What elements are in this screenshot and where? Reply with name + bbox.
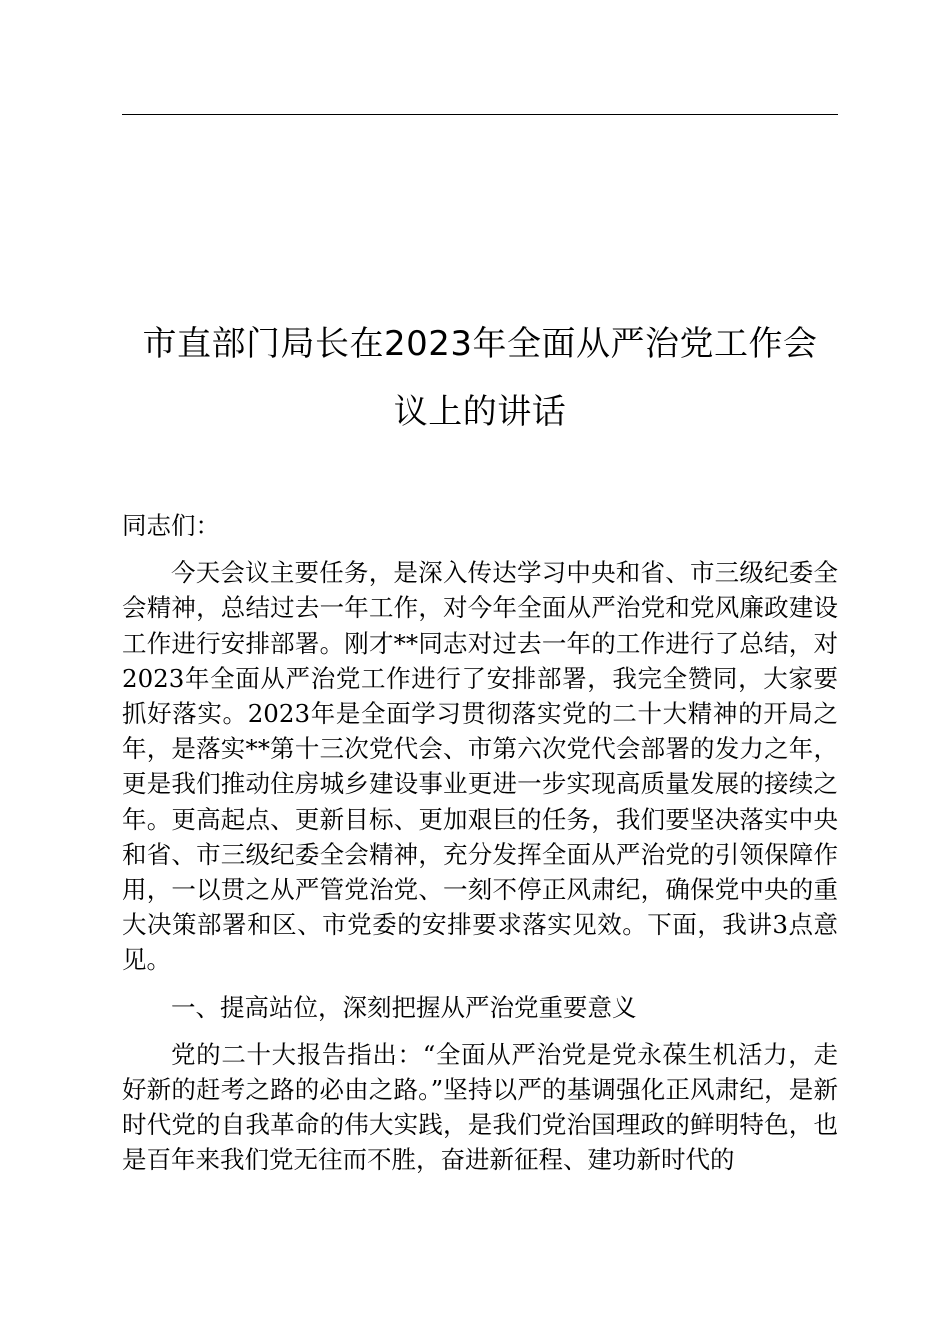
header-rule <box>122 114 838 115</box>
title-line-2: 议上的讲话 <box>393 392 567 432</box>
section-heading-1: 一、提高站位，深刻把握从严治党重要意义 <box>171 992 637 1022</box>
salutation: 同志们： <box>122 511 220 540</box>
page-title <box>122 310 838 446</box>
document-body <box>122 508 838 1190</box>
title-line-1: 市直部门局长在2023年全面从严治党工作会 <box>142 324 818 364</box>
paragraph-intro: 今天会议主要任务，是深入传达学习中央和省、市三级纪委全会精神，总结过去一年工作，对今年全面从严治党和党风廉政建设工作进行安排部署。刚才**同志对过去一年的工作进行了总结，对2023年全面从严治党工作进行了安排部署，我完全赞同，大家要抓好落实。2023年是全面学习贯彻落实党的二十大精神的开局之年，是落实**第十三次党代会、市第六次党代会部署的发力之年，更是我们推动住房城乡建设事业更进一步实现高质量发展的接续之年。更高起点、更新目标、更加艰巨的任务，我们要坚决落实中央和省、市三级纪委全会精神，充分发挥全面从严治党的引领保障作用，一以贯之从严管党治党、一刻不停正风肃纪，确保党中央的重大决策部署和区、市党委的安排要求落实见效。下面，我讲3点意见。 <box>122 558 838 975</box>
paragraph-section-1: 党的二十大报告指出：“全面从严治党是党永葆生机活力，走好新的赶考之路的必由之路。”坚持以严的基调强化正风肃纪，是新时代党的自我革命的伟大实践，是我们党治国理政的鲜明特色，也是百年来我们党无往而不胜，奋进新征程、建功新时代的 <box>122 1039 838 1175</box>
